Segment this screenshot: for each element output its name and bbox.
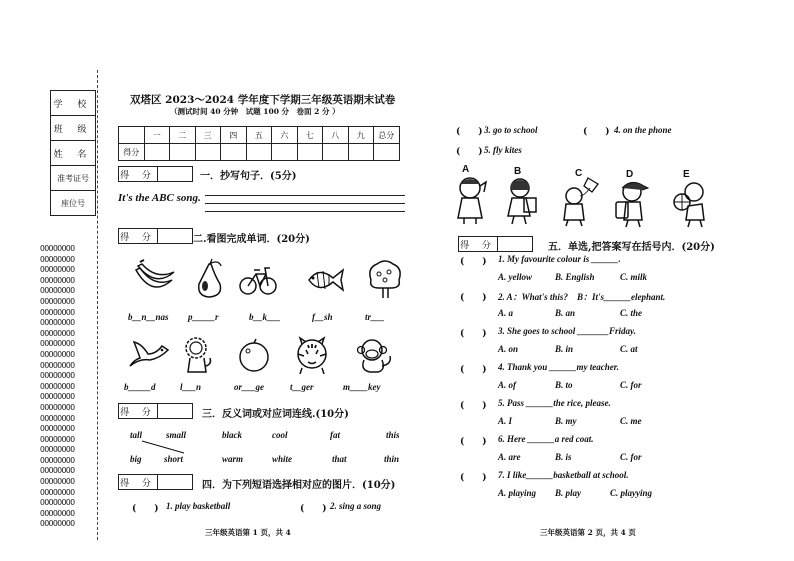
match-top-word[interactable]: black: [222, 430, 242, 440]
match-bottom-word[interactable]: big: [130, 454, 142, 464]
picture-letter: B: [514, 166, 522, 177]
answer-option[interactable]: C. the: [620, 308, 643, 318]
binding-circle-row: OOOOOOOO: [40, 360, 75, 370]
copy-line-1[interactable]: [205, 195, 405, 196]
binding-circle-row: OOOOOOOO: [40, 477, 75, 487]
binding-circle-row: OOOOOOOO: [40, 487, 75, 497]
match-bottom-word[interactable]: that: [332, 454, 347, 464]
answer-option[interactable]: A. of: [498, 380, 516, 390]
word-blank-tiger[interactable]: t__ger: [290, 382, 314, 392]
match-line-example: [140, 440, 190, 454]
question-text: 5. Pass ______the rice, please.: [498, 398, 611, 408]
word-blank-orange[interactable]: or___ge: [234, 382, 264, 392]
answer-paren[interactable]: ( ): [460, 365, 487, 375]
page-footer-left: 三年级英语第 1 页，共 4: [205, 528, 291, 537]
picture-letter: A: [462, 164, 470, 175]
class-field[interactable]: 班 级: [50, 115, 96, 140]
binding-circle-row: OOOOOOOO: [40, 328, 75, 338]
match-top-word[interactable]: this: [386, 430, 400, 440]
binding-circle-row: OOOOOOOO: [40, 296, 75, 306]
lion-picture: [182, 336, 214, 376]
score-table: 一 二 三 四 五 六 七 八 九 总分 得分: [118, 126, 400, 161]
orange-picture: [236, 337, 272, 373]
answer-option[interactable]: A. yellow: [498, 272, 532, 282]
section3-score-box: 得 分: [118, 403, 193, 419]
banana-picture: [132, 258, 176, 298]
phrase-item: 4. on the phone: [614, 125, 672, 135]
answer-paren[interactable]: ( ): [456, 147, 483, 157]
question-text: 7. I like______basketball at school.: [498, 470, 629, 480]
match-top-word[interactable]: cool: [272, 430, 288, 440]
answer-paren[interactable]: ( ): [460, 437, 487, 447]
answer-option[interactable]: B. an: [555, 308, 576, 318]
fish-picture: [305, 262, 345, 296]
binding-circles: [40, 244, 96, 530]
bird-picture: [126, 338, 172, 374]
word-blank-bike[interactable]: b__k___: [249, 312, 281, 322]
answer-option[interactable]: C. playying: [610, 488, 652, 498]
binding-circle-row: OOOOOOOO: [40, 413, 75, 423]
binding-circle-row: OOOOOOOO: [40, 307, 75, 317]
seat-number-field[interactable]: 座位号: [50, 190, 96, 216]
question-text: 2. A：What's this? B：It's______elephant.: [498, 292, 666, 302]
answer-option[interactable]: B. my: [555, 416, 577, 426]
picture-letter: E: [683, 169, 690, 180]
binding-circle-row: OOOOOOOO: [40, 402, 75, 412]
binding-circle-row: OOOOOOOO: [40, 381, 75, 391]
exam-title: 双塔区 2023～2024 学年度下学期三年级英语期末试卷: [130, 94, 396, 106]
question-text: 6. Here ______a red coat.: [498, 434, 594, 444]
answer-option[interactable]: A. on: [498, 344, 519, 354]
binding-circle-row: OOOOOOOO: [40, 275, 75, 285]
answer-paren[interactable]: ( ): [300, 504, 327, 514]
picture-letter: D: [626, 169, 634, 180]
match-bottom-word[interactable]: warm: [222, 454, 244, 464]
section2-title: 二.看图完成单词．(20分): [193, 234, 310, 245]
word-blank-lion[interactable]: l___n: [180, 382, 202, 392]
binding-circle-row: OOOOOOOO: [40, 349, 75, 359]
answer-paren[interactable]: ( ): [132, 504, 159, 514]
pear-picture: [193, 258, 227, 300]
school-field[interactable]: 学 校: [50, 90, 96, 115]
section4-score-box: 得 分: [118, 474, 193, 490]
word-blank-tree[interactable]: tr___: [365, 312, 385, 322]
answer-option[interactable]: C. milk: [620, 272, 648, 282]
answer-option[interactable]: C. for: [620, 380, 642, 390]
binding-circle-row: OOOOOOOO: [40, 371, 75, 381]
answer-option[interactable]: A. I: [498, 416, 513, 426]
match-top-word[interactable]: fat: [330, 430, 340, 440]
phrase-item: 2. sing a song: [330, 501, 382, 511]
section1-score-box: 得 分: [118, 166, 193, 182]
binding-circle-row: OOOOOOOO: [40, 455, 75, 465]
question-text: 3. She goes to school _______Friday.: [498, 326, 636, 336]
word-blank-pear[interactable]: p_____r: [188, 312, 219, 322]
binding-circle-row: OOOOOOOO: [40, 466, 75, 476]
tree-picture: [365, 258, 405, 300]
section3-title: 三．反义词或对应词连线.(10分): [202, 409, 349, 420]
match-bottom-word[interactable]: thin: [384, 454, 400, 464]
binding-circle-row: OOOOOOOO: [40, 445, 75, 455]
binding-line: [97, 70, 98, 540]
section5-score-box: 得 分: [458, 236, 533, 252]
word-blank-fish[interactable]: f__sh: [312, 312, 333, 322]
exam-subtitle: （测试时间 40 分钟 试题 100 分 卷面 2 分 ）: [170, 107, 340, 116]
binding-circle-row: OOOOOOOO: [40, 244, 75, 253]
binding-circle-row: OOOOOOOO: [40, 339, 75, 349]
boy-schoolbag-picture: [612, 180, 652, 228]
binding-circle-row: OOOOOOOO: [40, 519, 75, 529]
phrase-item: 1. play basketball: [166, 501, 231, 511]
binding-circle-row: OOOOOOOO: [40, 265, 75, 275]
answer-option[interactable]: B. play: [555, 488, 581, 498]
copy-sentence: It's the ABC song.: [118, 192, 201, 204]
boy-basketball-picture: [670, 180, 710, 228]
answer-paren[interactable]: ( ): [460, 293, 487, 303]
bike-picture: [238, 262, 278, 298]
answer-paren[interactable]: ( ): [456, 127, 483, 137]
match-bottom-word[interactable]: white: [272, 454, 293, 464]
binding-circle-row: OOOOOOOO: [40, 286, 75, 296]
answer-paren[interactable]: ( ): [460, 257, 487, 267]
answer-option[interactable]: A. playing: [498, 488, 537, 498]
binding-circle-row: OOOOOOOO: [40, 392, 75, 402]
word-blank-banana[interactable]: b__n__nas: [128, 312, 169, 322]
answer-option[interactable]: C. me: [620, 416, 642, 426]
answer-paren[interactable]: ( ): [460, 329, 487, 339]
phrase-item: 3. go to school: [484, 125, 538, 135]
girl-school-picture: [502, 176, 542, 226]
monkey-picture: [356, 336, 396, 376]
binding-circle-row: OOOOOOOO: [40, 498, 75, 508]
page-footer-right: 三年级英语第 2 页，共 4 页: [540, 528, 636, 537]
phrase-item: 5. fly kites: [484, 145, 522, 155]
section1-title: 一．抄写句子．(5分): [200, 171, 297, 182]
student-info-box: [50, 90, 96, 216]
word-blank-monkey[interactable]: m____key: [343, 382, 381, 392]
answer-option[interactable]: B. to: [555, 380, 573, 390]
question-text: 4. Thank you ______my teacher.: [498, 362, 619, 372]
answer-option[interactable]: C. for: [620, 452, 642, 462]
section4-title: 四．为下列短语选择相对应的图片．(10分): [202, 480, 396, 491]
name-field[interactable]: 姓 名: [50, 140, 96, 165]
picture-letter: C: [575, 168, 583, 179]
answer-option[interactable]: B. in: [555, 344, 574, 354]
binding-circle-row: OOOOOOOO: [40, 424, 75, 434]
answer-paren[interactable]: ( ): [583, 127, 610, 137]
question-text: 1. My favourite colour is ______.: [498, 254, 621, 264]
answer-paren[interactable]: ( ): [460, 401, 487, 411]
binding-circle-row: OOOOOOOO: [40, 254, 75, 264]
tiger-picture: [292, 336, 332, 376]
copy-line-3[interactable]: [205, 211, 405, 212]
binding-circle-row: OOOOOOOO: [40, 434, 75, 444]
answer-option[interactable]: A. a: [498, 308, 514, 318]
match-top-word[interactable]: tall: [130, 430, 143, 440]
answer-option[interactable]: C. at: [620, 344, 638, 354]
match-top-word[interactable]: small: [166, 430, 187, 440]
copy-line-2[interactable]: [205, 203, 405, 204]
answer-option[interactable]: B. is: [555, 452, 572, 462]
boy-kite-picture: [558, 176, 604, 228]
answer-option[interactable]: B. English: [555, 272, 595, 282]
binding-circle-row: OOOOOOOO: [40, 508, 75, 518]
word-blank-bird[interactable]: b_____d: [124, 382, 156, 392]
match-bottom-word[interactable]: short: [164, 454, 184, 464]
binding-circle-row: OOOOOOOO: [40, 318, 75, 328]
answer-paren[interactable]: ( ): [460, 473, 487, 483]
exam-number-field[interactable]: 准考证号: [50, 165, 96, 190]
section2-score-box: 得 分: [118, 228, 193, 244]
girl-phone-picture: [450, 174, 490, 226]
section5-title: 五．单选,把答案写在括号内．(20分): [548, 242, 715, 253]
answer-option[interactable]: A. are: [498, 452, 521, 462]
